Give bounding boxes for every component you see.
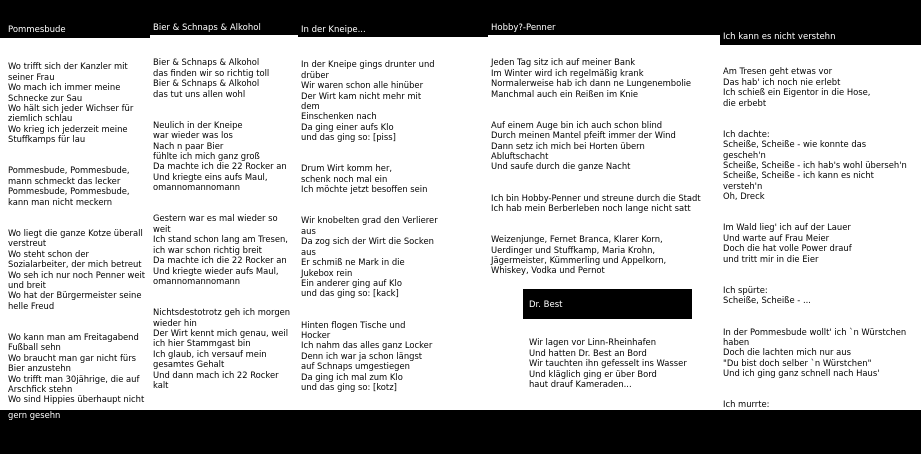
stanza-tail: gern gesehn [8,410,61,420]
stanza: Nichtsdestotrotz geh ich morgen wieder hin Der Wirt kennt mich genau, weil ich hier Stammgast bin Ich glaub, ich versauf mein gesamtes Gehalt Und dann mach ich 22 Rocker kalt [153,307,291,390]
column-title [0,0,150,38]
stanza: Ich murrte: Scheiße, Scheiße - [723,399,801,420]
stanza: Ich spürte: Scheiße, Scheiße - ... [723,284,811,306]
stanza: Neulich in der Kneipe war wieder was los Nach n paar Bier fühlte ich mich ganz groß Da machte ich die 22 Rocker an Und kriegte eins aufs Maul, omannomannomann [153,119,287,193]
column-title [720,0,921,45]
column-title [298,0,488,37]
column-bier-schnaps [150,0,298,410]
stanza: Weizenjunge, Fernet Branca, Klarer Korn, Uerdinger und Stuffkamp, Maria Krohn, Jägermeister, Kümmerling und Appelkorn, Whiskey, Vodka und Pernot [491,234,667,276]
song-title: Pommesbude [8,25,66,35]
column-pommesbude [0,0,150,410]
column-ich-kann-es-nicht [720,0,921,420]
stanza: Auf einem Auge bin ich auch schon blind Durch meinen Mantel pfeift immer der Wind Dann setz ich mich bei Horten übern Abluftschacht Und saufe durch die ganze Nacht [491,119,676,172]
song-title: Ich kann es nicht verstehn [723,32,836,42]
stanza: Bier & Schnaps & Alkohol das finden wir so richtig toll Bier & Schnaps & Alkohol das tut uns allen wohl [153,57,270,99]
song-title: Dr. Best [529,300,563,310]
stanza: Im Wald lieg' ich auf der Lauer Und warte auf Frau Meier Doch die hat volle Power drauf und tritt mir in die Eier [723,222,852,264]
song-title: Hobby?-Penner [491,23,556,33]
stanza: Ich bin Hobby-Penner und streune durch die Stadt Ich hab mein Berberleben noch lange nicht satt [491,192,701,214]
stanza: Gestern war es mal wieder so weit Ich stand schon lang am Tresen, ich war schon richtig breit Da machte ich die 22 Rocker an Und kriegte wieder aufs Maul, omannomannomann [153,213,288,286]
stanza: Wo liegt die ganze Kotze überall verstreut Wo steht schon der Sozialarbeiter, der mich betreut Wo seh ich nur noch Penner weit und breit Wo hat der Bürgermeister seine helle Freud [8,227,146,311]
song-lyrics [301,49,441,403]
stanza: In der Pommesbude wollt' ich `n Würstchen haben Doch die lachten mich nur aus "Du bist doch selber `n Würstchen" Und ich ging ganz schnell nach Haus' [723,326,907,379]
song-lyrics [153,47,298,401]
stanza: Wir lagen vor Linn-Rheinhafen Und hatten Dr. Best an Bord Wir tauchten ihn gefesselt ins Wasser Und kläglich ging er über Bord haut drauf Kameraden... [529,337,687,390]
stanza: Jeden Tag sitz ich auf meiner Bank Im Winter wird ich regelmäßig krank Normalerweise hab ich dann ne Lungenembolie Manchmal auch ein Reißen im Knie [491,57,692,99]
stanza: Wir knobelten grad den Verlierer aus Da zog sich der Wirt die Socken aus Er schmiß ne Mark in die Jukebox rein Ein anderer ging auf Klo und das ging so: [kack] [301,215,438,299]
stanza: Hinten flogen Tische und Hocker Ich nahm das alles ganz Locker Denn ich war ja schon längst auf Schnaps umgestiegen Da ging ich mal zum Klo und das ging so: [kotz] [301,319,433,392]
stanza: Wo kann man am Freitagabend Fußball sehn Wo braucht man gar nicht fürs Bier anzustehn Wo trifft man 30jährige, die auf Arschfick stehn Wo sind Hippies überhaupt nicht [8,331,145,405]
song-title: Bier & Schnaps & Alkohol [153,23,261,33]
drbest-title-box [523,289,692,319]
song-title: In der Kneipe... [301,25,366,35]
stanza: Ich dachte: Scheiße, Scheiße - wie konnte das gescheh'n Scheiße, Scheiße - ich hab's wohl überseh'n Scheiße, Scheiße - ich kann es nicht versteh'n Oh, Dreck [723,128,907,202]
song-lyrics [491,47,720,286]
stanza: Pommesbude, Pommesbude, mann schmeckt das lecker Pommesbude, Pommesbude, kann man nicht meckern [8,165,130,207]
column-title [150,0,298,35]
stanza: Wo trifft sich der Kanzler mit seiner Frau Wo mach ich immer meine Schnecke zur Sau Wo hält sich jeder Wichser für ziemlich schlau Wo krieg ich jederzeit meine Stuffkamps für lau [8,61,134,145]
drbest-lyrics [529,327,719,400]
stanza: Drum Wirt komm her, schenk noch mal ein Ich möchte jetzt besoffen sein [301,163,428,195]
stanza: In der Kneipe gings drunter und drüber Wir waren schon alle hinüber Der Wirt kam nicht mehr mit dem Einschenken nach Da ging einer aufs Klo und das ging so: [piss] [301,59,435,143]
song-lyrics [723,56,921,431]
column-title [488,0,720,35]
song-lyrics [8,51,150,415]
stanza: Am Tresen geht etwas vor Das hab' ich noch nie erlebt Ich schieß ein Eigentor in die Hose, die erbebt [723,66,871,108]
column-in-der-kneipe [298,0,488,410]
